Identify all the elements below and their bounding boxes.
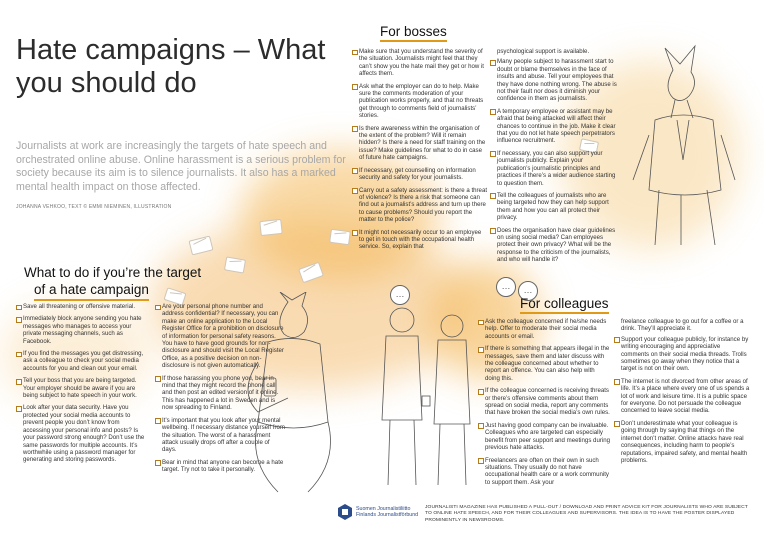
list-item: Look after your data security. Have you protected your social media accounts to prevent people you don’t know from accessing your personal info and posts? Is your password strong enough? Don’t use the same passwords for multiple accounts. It’s worthwhile using a password manager for generating and storing passwords. [16, 404, 146, 463]
list-item: It’s important that you look after your mental wellbeing. If necessary distance yourself from the situation. The worst of a harassment attack usually drops off after a couple of days. [155, 417, 285, 454]
list-item: Freelancers are often on their own in such situations. They usually do not have occupational health care or a work community to support them. Ask your [478, 457, 610, 487]
journalist-logo-icon [338, 504, 352, 520]
list-item: Are your personal phone number and address confidential? If necessary, you can make an online application to the Local Register Office for a prohibition on disclosure of information for personal safety reasons. You have to have good grounds for non-disclosure and should visit the Local Register Office, as a positive decision on non-disclosure is not given automatically. [155, 303, 285, 370]
organization-name: Suomen Journalistiliitto Finlands Journalistförbund [356, 506, 419, 519]
list-item: Ask the colleague concerned if he/she needs help. Offer to moderate their social media accounts or email. [478, 318, 610, 340]
list-item: Is there awareness within the organisation of the extent of the problem? Will it remain hidden? Is there a need for staff training on the issue? Make guidelines for what to do in case of future hate campaigns. [352, 125, 488, 162]
bosses-heading: For bosses [380, 24, 447, 42]
lede-paragraph: Journalists at work are increasingly the targets of hate speech and orchestrated online abuse. Online harassment is a serious problem for society because its aim is to silence journalists. It also has a marked mental health impact on those affected. [16, 140, 346, 193]
list-item: Support your colleague publicly, for instance by writing encouraging and appreciative comments on their social media threads. Trolls sometimes go away when they notice that a target is not on their own. [614, 336, 750, 373]
speech-bubble-icon: … [518, 281, 538, 301]
wolf-illustration [625, 40, 745, 255]
speech-bubble-icon: … [496, 277, 516, 297]
list-item: The internet is not divorced from other areas of life. It’s a place where every one of us spends a lot of work and leisure time. It is a public space for everyone. Do not persuade the colleague concerned to leave social media. [614, 378, 750, 415]
bosses-column-2 [490, 48, 618, 269]
list-item: Many people subject to harassment start to doubt or blame themselves in the face of insults and abuse. Tell your employees that they have done nothing wrong. The abuse is not their fault nor does it diminish your confidence in them as journalists. [490, 58, 618, 102]
list-item: Ask what the employer can do to help. Make sure the comments moderation of your publication works properly, and that no threats get through to comments field of journalists’ stories. [352, 83, 488, 120]
list-item: Don’t underestimate what your colleague is going through by saying that things on the internet don’t matter. Online attacks have real consequences, including harm to people’s reputations, impaired safety, and mental health problems. [614, 420, 750, 464]
list-item: Tell your boss that you are being targeted. Your employer should be aware if you are being subject to hate speech in your work. [16, 377, 146, 399]
list-item: Carry out a safety assessment: is there a threat of violence? Is there a risk that someone can find out a journalist’s address and turn up there to cause problems? Should you report the matter to the police? [352, 187, 488, 224]
list-item: Save all threatening or offensive material. [16, 303, 146, 310]
byline: JOHANNA VEHKOO, TEXT © EMMI NIEMINEN, ILLUSTRATION [16, 204, 172, 210]
list-item: It might not necessarily occur to an employee to get in touch with the occupational health service. So, explain that [352, 229, 488, 251]
footer-note: JOURNALISTI MAGAZINE HAS PUBLISHED A PULL-OUT / DOWNLOAD AND PRINT ADVICE KIT FOR JOURNALISTS WHO ARE SUBJECT TO ONLINE HATE SPEECH, AND FOR THEIR COLLEAGUES AND SUPERVISORS. THE IDEA IS TO HAVE THE POSTER DISPLAYED PROMINENTLY IN NEWSROOMS. [425, 505, 748, 523]
colleagues-illustration [372, 300, 482, 490]
continued-text: psychological support is available. [497, 48, 590, 55]
list-item: Make sure that you understand the severity of the situation. Journalists might feel that they can’t show you the hate mail they get or how it affects them. [352, 48, 488, 78]
list-item: If necessary, get counselling on information security and safety for your journalists. [352, 167, 488, 182]
bosses-column-1 [352, 48, 488, 256]
colleagues-column-2 [614, 318, 750, 469]
envelope-icon [259, 219, 282, 236]
page-title: Hate campaigns – What you should do [16, 34, 326, 99]
colleagues-heading: For colleagues [520, 296, 609, 314]
speech-bubble-icon: … [390, 285, 410, 305]
colleagues-column-1 [478, 318, 610, 491]
list-item: If necessary, you can also support your journalists publicly. Explain your publication’s journalistic principles and practices if there’s a wider audience starting to question them. [490, 150, 618, 187]
list-item: If there is something that appears illegal in the messages, save them and later discuss with the colleague concerned about whether to report an offence. You can also help with doing this. [478, 345, 610, 382]
list-item: If the colleague concerned is receiving threats or there’s offensive comments about them spread on social media, report any comments that have broken the social media’s own rules. [478, 387, 610, 417]
continued-text: freelance colleague to go out for a coffee or a drink. They’ll appreciate it. [621, 318, 744, 333]
list-item: Immediately block anyone sending you hate messages who manages to access your private messaging channels, such as Facebook. [16, 315, 146, 345]
list-item: Tell the colleagues of journalists who are being targeted how they can help support them and how you can all protect their privacy. [490, 192, 618, 222]
envelope-icon [329, 229, 351, 246]
list-item: Bear in mind that anyone can become a hate target. Try not to take it personally. [155, 459, 285, 474]
target-heading: What to do if you’re the target of a hate campaign [24, 264, 201, 301]
list-item: If those harassing you phone you, bear in mind that they might record the phone call and then post an edited version of it online. This has happened a lot in Sweden and is now spreading to Finland. [155, 375, 285, 412]
list-item: Does the organisation have clear guidelines on using social media? Can employees protect their own privacy? What will be the response to the criticism of the journalists, and who will handle it? [490, 227, 618, 264]
target-column-1 [16, 303, 146, 469]
fox-illustration [228, 292, 358, 497]
list-item: A temporary employee or assistant may be afraid that being attacked will affect their chances to continue in the job. Make it clear that you do not let hate speech perpetrators influence recruitment. [490, 108, 618, 145]
list-item: Just having good company can be invaluable. Colleagues who are targeted can especially benefit from peer support and meetings during previous hate attacks. [478, 422, 610, 452]
list-item: If you find the messages you get distressing, ask a colleague to check your social media accounts for you and clean out your email. [16, 350, 146, 372]
